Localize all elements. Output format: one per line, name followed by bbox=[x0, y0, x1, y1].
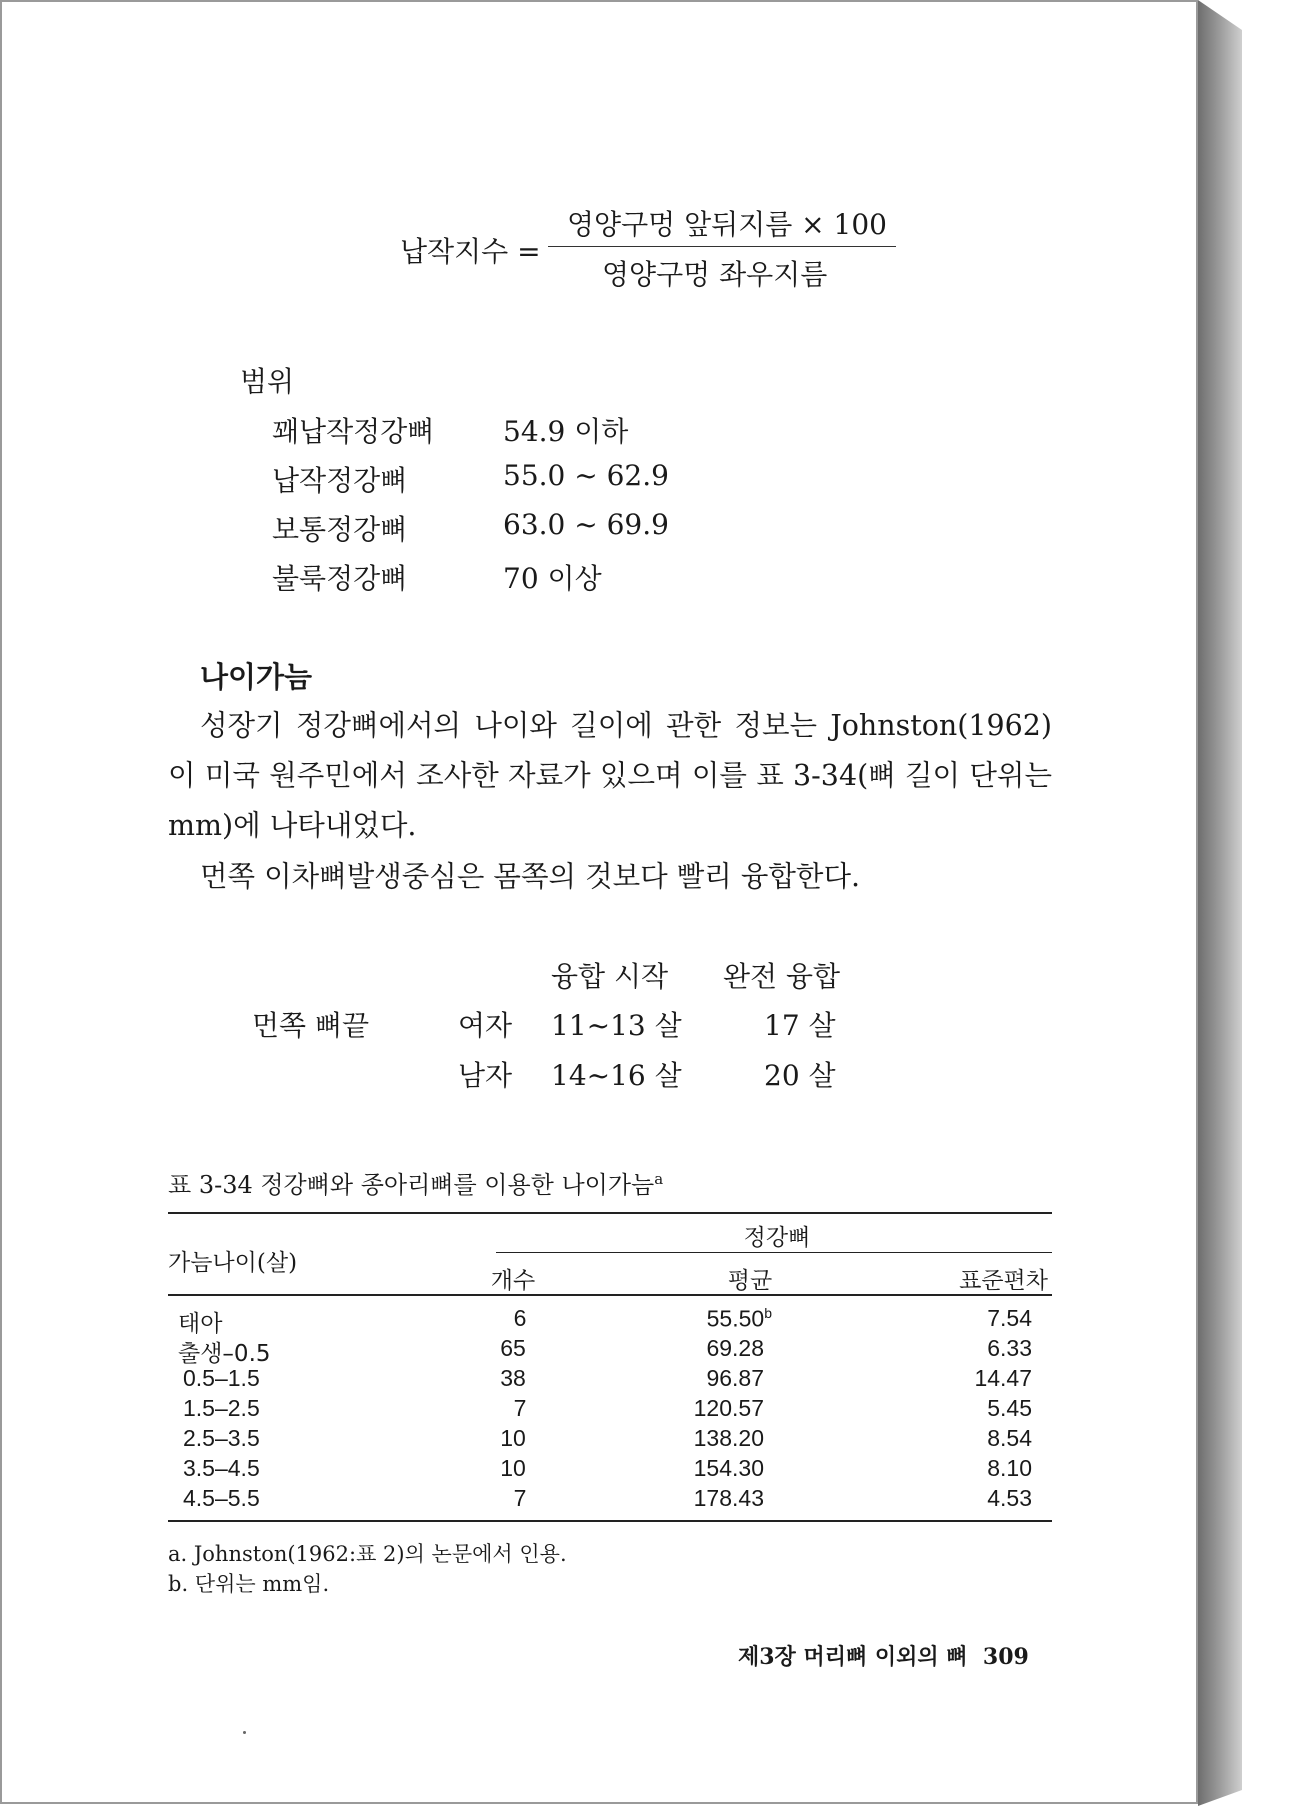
scan-speck bbox=[243, 1731, 246, 1734]
table-cell-sd: 8.54 bbox=[987, 1425, 1032, 1451]
range-value: 63.0 ~ 69.9 bbox=[503, 508, 669, 541]
running-footer bbox=[738, 1640, 1029, 1671]
mean-value: 55.50 bbox=[706, 1305, 765, 1332]
table-cell-age: 4.5–5.5 bbox=[183, 1485, 260, 1511]
range-value: 55.0 ~ 62.9 bbox=[503, 459, 669, 492]
range-name: 납작정강뼈 bbox=[272, 464, 408, 497]
table-cell-age: 태아 bbox=[178, 1311, 223, 1337]
table-cell-count: 65 bbox=[500, 1335, 526, 1361]
table-cell-count: 10 bbox=[500, 1425, 526, 1451]
table-caption-text: 표 3-34 정강뼈와 종아리뼈를 이용한 나이가늠 bbox=[168, 1171, 655, 1199]
table-cell-age: 3.5–4.5 bbox=[183, 1455, 260, 1481]
body-paragraph: 성장기 정강뼈에서의 나이와 길이에 관한 정보는 Johnston(1962)이 미국 원주민에서 조사한 자료가 있으며 이를 표 3-34(뼈 길이 단위는 mm)에 나타내었다. bbox=[168, 709, 1052, 842]
fusion-sex: 남자 bbox=[458, 1059, 513, 1092]
table-cell-age: 2.5–3.5 bbox=[183, 1425, 260, 1451]
caption-footnote-marker: a bbox=[654, 1170, 664, 1188]
range-name: 꽤납작정강뼈 bbox=[272, 415, 435, 448]
fusion-header-complete: 완전 융합 bbox=[723, 960, 841, 993]
table-bottom-rule bbox=[168, 1520, 1052, 1522]
section-heading: 나이가늠 bbox=[200, 660, 313, 694]
footnote-a: a. Johnston(1962:표 2)의 논문에서 인용. bbox=[168, 1542, 567, 1566]
table-cell-count: 7 bbox=[513, 1485, 527, 1511]
table-cell-mean: 178.43 bbox=[693, 1485, 764, 1511]
formula-numerator: 영양구멍 앞뒤지름 × 100 bbox=[567, 208, 887, 241]
range-name: 보통정강뼈 bbox=[272, 513, 408, 546]
table-cell-age: 1.5–2.5 bbox=[183, 1395, 260, 1421]
table-cell-mean: 138.20 bbox=[693, 1425, 764, 1451]
range-title: 범위 bbox=[240, 365, 295, 398]
page-number: 309 bbox=[982, 1644, 1029, 1670]
formula-denominator: 영양구멍 좌우지름 bbox=[602, 258, 828, 291]
table-cell-sd: 4.53 bbox=[987, 1485, 1032, 1511]
formula-lhs: 납작지수 = bbox=[400, 235, 541, 268]
table-cell-sd: 7.54 bbox=[987, 1305, 1032, 1331]
table-cell-sd: 6.33 bbox=[987, 1335, 1032, 1361]
table-cell-age: 0.5–1.5 bbox=[183, 1365, 260, 1391]
table-cell-mean: 69.28 bbox=[706, 1335, 764, 1361]
table-header-rule bbox=[168, 1294, 1052, 1296]
col-header-sd: 표준편차 bbox=[959, 1268, 1048, 1294]
table-cell-sd: 5.45 bbox=[987, 1395, 1032, 1421]
fusion-header-start: 융합 시작 bbox=[551, 960, 669, 993]
col-header-count: 개수 bbox=[490, 1268, 536, 1294]
col-header-mean: 평균 bbox=[727, 1268, 773, 1294]
body-paragraph: 먼쪽 이차뼈발생중심은 몸쪽의 것보다 빨리 융합한다. bbox=[200, 860, 861, 893]
fusion-complete: 17 살 bbox=[764, 1009, 836, 1042]
table-cell-count: 7 bbox=[513, 1395, 527, 1421]
fusion-start: 14~16 살 bbox=[551, 1059, 682, 1092]
table-cell-age: 출생–0.5 bbox=[178, 1341, 271, 1367]
mean-footnote-marker: b bbox=[764, 1305, 772, 1321]
fraction-bar bbox=[548, 246, 896, 247]
table-cell-sd: 8.10 bbox=[987, 1455, 1032, 1481]
fusion-sex: 여자 bbox=[458, 1009, 513, 1042]
table-cell-mean: 120.57 bbox=[693, 1395, 764, 1421]
range-name: 불룩정강뼈 bbox=[272, 562, 408, 595]
table-cell-mean: 154.30 bbox=[693, 1455, 764, 1481]
table-top-rule bbox=[168, 1212, 1052, 1214]
group-header: 정강뼈 bbox=[743, 1225, 811, 1251]
group-rule bbox=[496, 1252, 1052, 1253]
fusion-label: 먼쪽 뼈끝 bbox=[252, 1009, 370, 1042]
table-cell-sd: 14.47 bbox=[974, 1365, 1032, 1391]
fusion-complete: 20 살 bbox=[764, 1059, 836, 1092]
footnote-b: b. 단위는 mm임. bbox=[168, 1572, 330, 1596]
table-cell-mean bbox=[707, 1305, 772, 1333]
range-value: 70 이상 bbox=[503, 562, 602, 595]
table-caption bbox=[168, 1165, 663, 1200]
col-header-age: 가늠나이(살) bbox=[168, 1250, 298, 1276]
book-spine bbox=[1198, 0, 1244, 1806]
range-value: 54.9 이하 bbox=[503, 415, 629, 448]
running-head: 제3장 머리뼈 이외의 뼈 bbox=[738, 1644, 968, 1670]
table-cell-count: 38 bbox=[500, 1365, 526, 1391]
fusion-start: 11~13 살 bbox=[551, 1009, 682, 1042]
table-cell-count: 10 bbox=[500, 1455, 526, 1481]
table-cell-count: 6 bbox=[513, 1305, 527, 1331]
table-cell-mean: 96.87 bbox=[706, 1365, 764, 1391]
